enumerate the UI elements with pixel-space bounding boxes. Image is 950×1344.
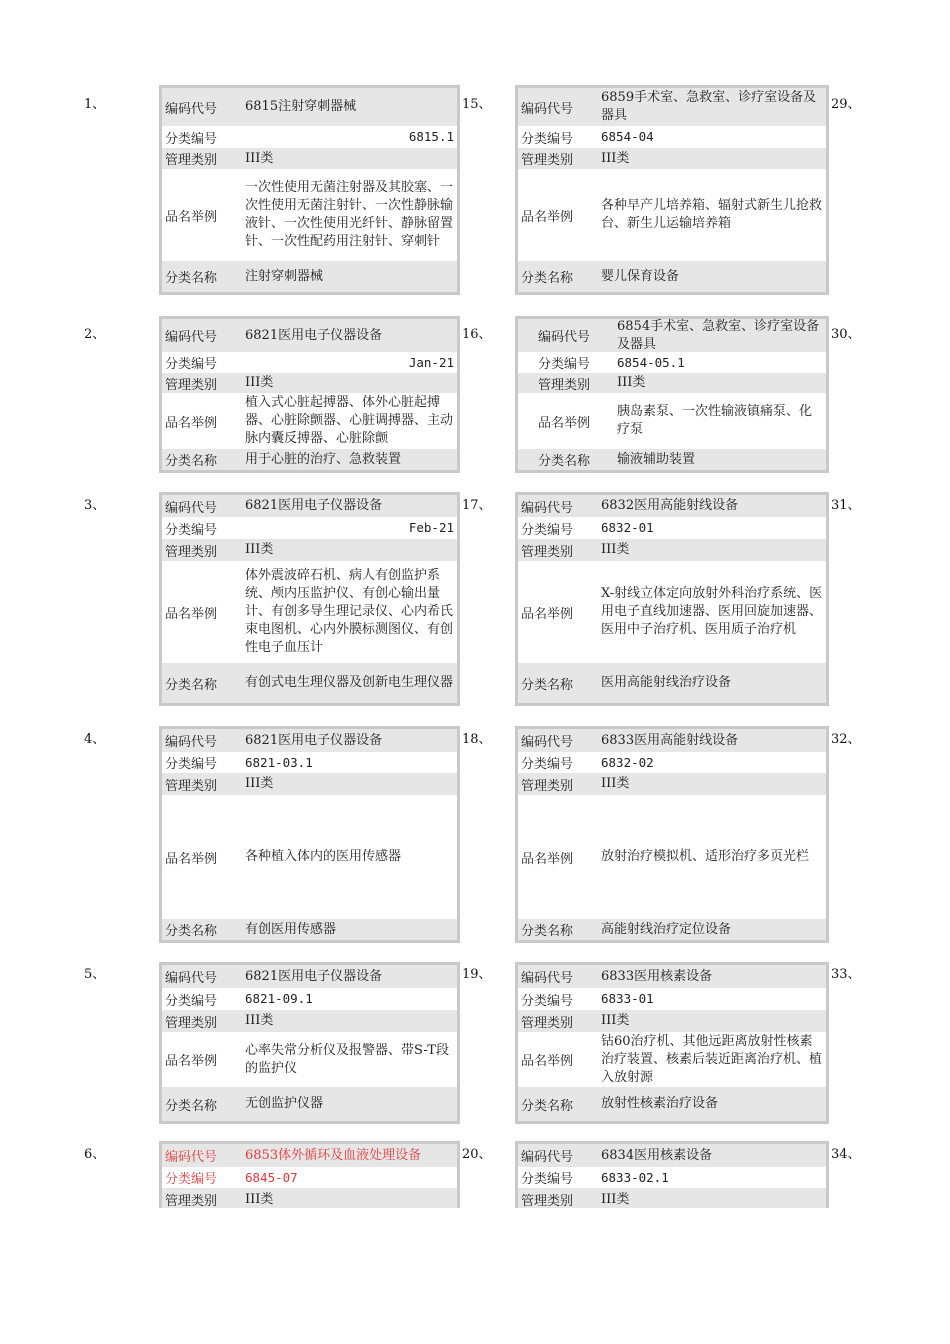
cat-name-value: 高能射线治疗定位设备 [601,921,732,937]
code-label: 编码代号 [165,971,218,986]
mgmt-label: 管理类别 [521,1015,574,1031]
code-label: 编码代号 [165,330,218,345]
cat-no-value: 6821-09.1 [245,991,313,1006]
device-card [515,726,829,943]
code-label: 编码代号 [165,1150,218,1165]
cat-no-value: 6854-05.1 [617,354,685,370]
mgmt-row [162,1188,457,1208]
mgmt-row [518,148,826,169]
mgmt-label: 管理类别 [521,1194,574,1208]
mgmt-row [162,148,457,169]
examples-label: 品名举例 [165,606,218,622]
cat-no-value: Jan-21 [408,354,454,370]
mgmt-label: 管理类别 [521,778,574,794]
mgmt-row [518,773,826,795]
item-number: 1、 [84,97,106,112]
code-row [518,965,826,988]
cat-name-label: 分类名称 [538,454,591,469]
device-card [159,1141,460,1208]
cat-name-label: 分类名称 [521,1098,574,1114]
cat-name-value: 有创医用传感器 [245,921,337,937]
mgmt-label: 管理类别 [521,153,574,168]
cat-name-value: 婴儿保育设备 [601,268,680,284]
code-label: 编码代号 [165,101,218,117]
examples-label: 品名举例 [165,209,218,225]
device-card [159,85,460,295]
code-row [518,1144,826,1167]
code-row [518,729,826,752]
examples-value: 体外震波碎石机、病人有创监护系统、颅内压监护仪、有创心输出量计、有创多导生理记录仪、心内希氏束电图机、心内外膜标测图仪、有创性电子血压计 [245,568,454,655]
item-number: 4、 [84,732,106,747]
cat-no-label: 分类编号 [165,357,218,372]
item-number: 17、 [462,498,492,513]
cat-name-row [518,663,826,703]
examples-row [518,561,826,663]
cat-name-label: 分类名称 [521,924,574,939]
cat-no-row [518,517,826,539]
item-number: 6、 [84,1147,106,1162]
code-value: 6854手术室、急救室、诊疗室设备及器具 [617,318,820,352]
code-label: 编码代号 [521,735,574,750]
cat-name-label: 分类名称 [521,271,574,286]
cat-name-label: 分类名称 [165,271,218,286]
mgmt-row [518,1010,826,1032]
mgmt-row [162,773,457,795]
device-card [515,492,829,706]
cat-no-value: 6821-03.1 [245,754,313,770]
cat-name-value: 放射性核素治疗设备 [601,1096,719,1111]
code-value: 6859手术室、急救室、诊疗室设备及器具 [601,90,817,123]
examples-label: 品名举例 [165,415,218,431]
cat-name-label: 分类名称 [165,924,218,939]
cat-no-value: 6854-04 [601,129,654,144]
mgmt-row [162,539,457,561]
cat-no-row [162,126,457,148]
cat-no-value: 6832-01 [601,520,654,535]
examples-label: 品名举例 [521,209,574,225]
examples-label: 品名举例 [521,1054,574,1069]
cat-no-label: 分类编号 [521,757,574,772]
item-number: 5、 [84,967,106,982]
code-label: 编码代号 [521,1150,574,1165]
device-card [159,962,460,1124]
item-number: 30、 [831,327,861,342]
mgmt-row [162,373,457,393]
cat-no-label: 分类编号 [521,522,574,538]
cat-no-row [162,752,457,773]
examples-label: 品名举例 [165,851,218,867]
code-value: 6853体外循环及血液处理设备 [245,1147,422,1163]
code-row [518,319,826,352]
cat-no-label: 分类编号 [165,522,218,538]
mgmt-value: III类 [245,375,274,390]
device-card [515,316,829,473]
code-row [162,1144,457,1167]
cat-name-value: 注射穿刺器械 [245,268,324,284]
mgmt-value: III类 [245,542,274,557]
examples-value: 心率失常分析仪及报警器、带S-T段的监护仪 [245,1042,449,1076]
examples-row [518,1032,826,1087]
cat-name-row [162,261,457,292]
examples-value: X-射线立体定向放射外科治疗系统、医用电子直线加速器、医用回旋加速器、医用中子治疗机、医用质子治疗机 [601,586,823,637]
item-number: 31、 [831,498,861,513]
code-value: 6815注射穿刺器械 [245,99,357,114]
cat-name-row [162,1087,457,1121]
cat-name-row [518,1087,826,1121]
item-number: 20、 [462,1147,492,1162]
cat-no-row [518,988,826,1010]
mgmt-label: 管理类别 [165,1015,218,1031]
code-value: 6821医用电子仪器设备 [245,968,383,984]
cat-name-value: 医用高能射线治疗设备 [601,675,732,690]
code-value: 6833医用核素设备 [601,968,713,984]
cat-no-row [162,988,457,1010]
item-number: 34、 [831,1147,861,1162]
device-card [159,726,460,943]
cat-name-value: 有创式电生理仪器及创新电生理仪器 [245,675,454,690]
cat-name-row [518,449,826,470]
cat-no-label: 分类编号 [538,357,591,372]
mgmt-row [518,1188,826,1208]
device-card [515,962,829,1124]
cat-no-row [518,352,826,373]
mgmt-value: III类 [601,1191,630,1207]
item-number: 19、 [462,967,492,982]
cat-name-row [162,663,457,703]
examples-value: 放射治疗模拟机、适形治疗多页光栏 [601,849,810,864]
mgmt-value: III类 [245,150,274,166]
item-number: 3、 [84,498,106,513]
examples-value: 钴60治疗机、其他远距离放射性核素治疗装置、核素后装近距离治疗机、植入放射源 [601,1033,823,1085]
mgmt-row [518,373,826,393]
code-label: 编码代号 [165,500,218,516]
cat-no-value: 6833-01 [601,991,654,1006]
mgmt-label: 管理类别 [165,153,218,168]
examples-value: 各种植入体内的医用传感器 [245,849,402,864]
mgmt-label: 管理类别 [538,377,591,393]
examples-value: 植入式心脏起搏器、体外心脏起搏器、心脏除颤器、心脏调搏器、主动脉内囊反搏器、心脏除颤 [245,395,454,446]
mgmt-value: III类 [601,150,630,166]
cat-name-label: 分类名称 [165,1098,218,1114]
examples-row [162,795,457,919]
mgmt-value: III类 [601,542,630,557]
device-card [515,1141,829,1208]
cat-no-value: 6833-02.1 [601,1169,669,1185]
cat-no-value: 6845-07 [245,1169,298,1185]
examples-value: 各种早产儿培养箱、辐射式新生儿抢救台、新生儿运输培养箱 [601,198,823,231]
mgmt-row [518,539,826,561]
examples-row [518,795,826,919]
code-label: 编码代号 [165,735,218,750]
cat-no-label: 分类编号 [165,993,218,1009]
code-row [162,319,457,352]
examples-label: 品名举例 [165,1054,218,1069]
cat-name-row [162,919,457,940]
cat-name-row [162,449,457,470]
code-value: 6833医用高能射线设备 [601,732,739,748]
cat-name-label: 分类名称 [165,677,218,693]
cat-no-row [518,126,826,148]
examples-row [162,393,457,449]
cat-no-value: Feb-21 [408,520,454,535]
cat-no-row [518,752,826,773]
mgmt-label: 管理类别 [165,1194,218,1208]
examples-label: 品名举例 [521,606,574,622]
cat-no-label: 分类编号 [521,993,574,1009]
cat-name-label: 分类名称 [165,454,218,469]
cat-name-label: 分类名称 [521,677,574,693]
code-label: 编码代号 [521,971,574,986]
mgmt-value: III类 [245,776,274,791]
examples-value: 一次性使用无菌注射器及其胶塞、一次性使用无菌注射针、一次性静脉输液针、一次性使用光纤针、静脉留置针、一次性配药用注射针、穿刺针 [245,180,454,249]
examples-value: 胰岛素泵、一次性输液镇痛泵、化疗泵 [617,404,813,437]
cat-name-row [518,261,826,292]
device-card [159,492,460,706]
code-row [518,495,826,517]
code-value: 6832医用高能射线设备 [601,498,739,513]
code-label: 编码代号 [521,101,574,117]
mgmt-value: III类 [601,776,630,791]
cat-no-row [518,1167,826,1188]
cat-no-label: 分类编号 [165,1172,218,1187]
mgmt-row [162,1010,457,1032]
item-number: 32、 [831,732,861,747]
code-value: 6821医用电子仪器设备 [245,498,383,513]
mgmt-label: 管理类别 [165,377,218,393]
mgmt-value: III类 [601,1013,630,1028]
item-number: 16、 [462,327,492,342]
cat-name-value: 用于心脏的治疗、急救装置 [245,451,402,467]
examples-label: 品名举例 [521,851,574,867]
code-row [162,729,457,752]
cat-no-value: 6815.1 [408,129,454,144]
cat-no-label: 分类编号 [521,1172,574,1187]
cat-name-value: 输液辅助装置 [617,451,696,467]
cat-no-row [162,517,457,539]
device-card [515,85,829,295]
code-value: 6834医用核素设备 [601,1147,713,1163]
item-number: 33、 [831,967,861,982]
cat-name-row [518,919,826,940]
cat-no-row [162,352,457,373]
code-label: 编码代号 [521,500,574,516]
examples-row [162,169,457,261]
code-row [162,88,457,126]
mgmt-value: III类 [245,1013,274,1028]
examples-label: 品名举例 [538,415,591,431]
examples-row [518,393,826,449]
cat-no-label: 分类编号 [165,131,218,147]
item-number: 29、 [831,97,861,112]
mgmt-value: III类 [245,1191,274,1207]
cat-no-row [162,1167,457,1188]
examples-row [162,561,457,663]
cat-no-label: 分类编号 [521,131,574,147]
cat-no-label: 分类编号 [165,757,218,772]
item-number: 18、 [462,732,492,747]
mgmt-label: 管理类别 [165,778,218,794]
code-value: 6821医用电子仪器设备 [245,732,383,748]
mgmt-value: III类 [617,375,646,390]
code-row [518,88,826,126]
mgmt-label: 管理类别 [165,544,218,560]
examples-row [518,169,826,261]
cat-name-value: 无创监护仪器 [245,1096,324,1111]
cat-no-value: 6832-02 [601,754,654,770]
code-value: 6821医用电子仪器设备 [245,327,383,343]
code-row [162,965,457,988]
item-number: 15、 [462,97,492,112]
code-row [162,495,457,517]
examples-row [162,1032,457,1087]
item-number: 2、 [84,327,106,342]
device-card [159,316,460,473]
code-label: 编码代号 [538,330,591,345]
mgmt-label: 管理类别 [521,544,574,560]
